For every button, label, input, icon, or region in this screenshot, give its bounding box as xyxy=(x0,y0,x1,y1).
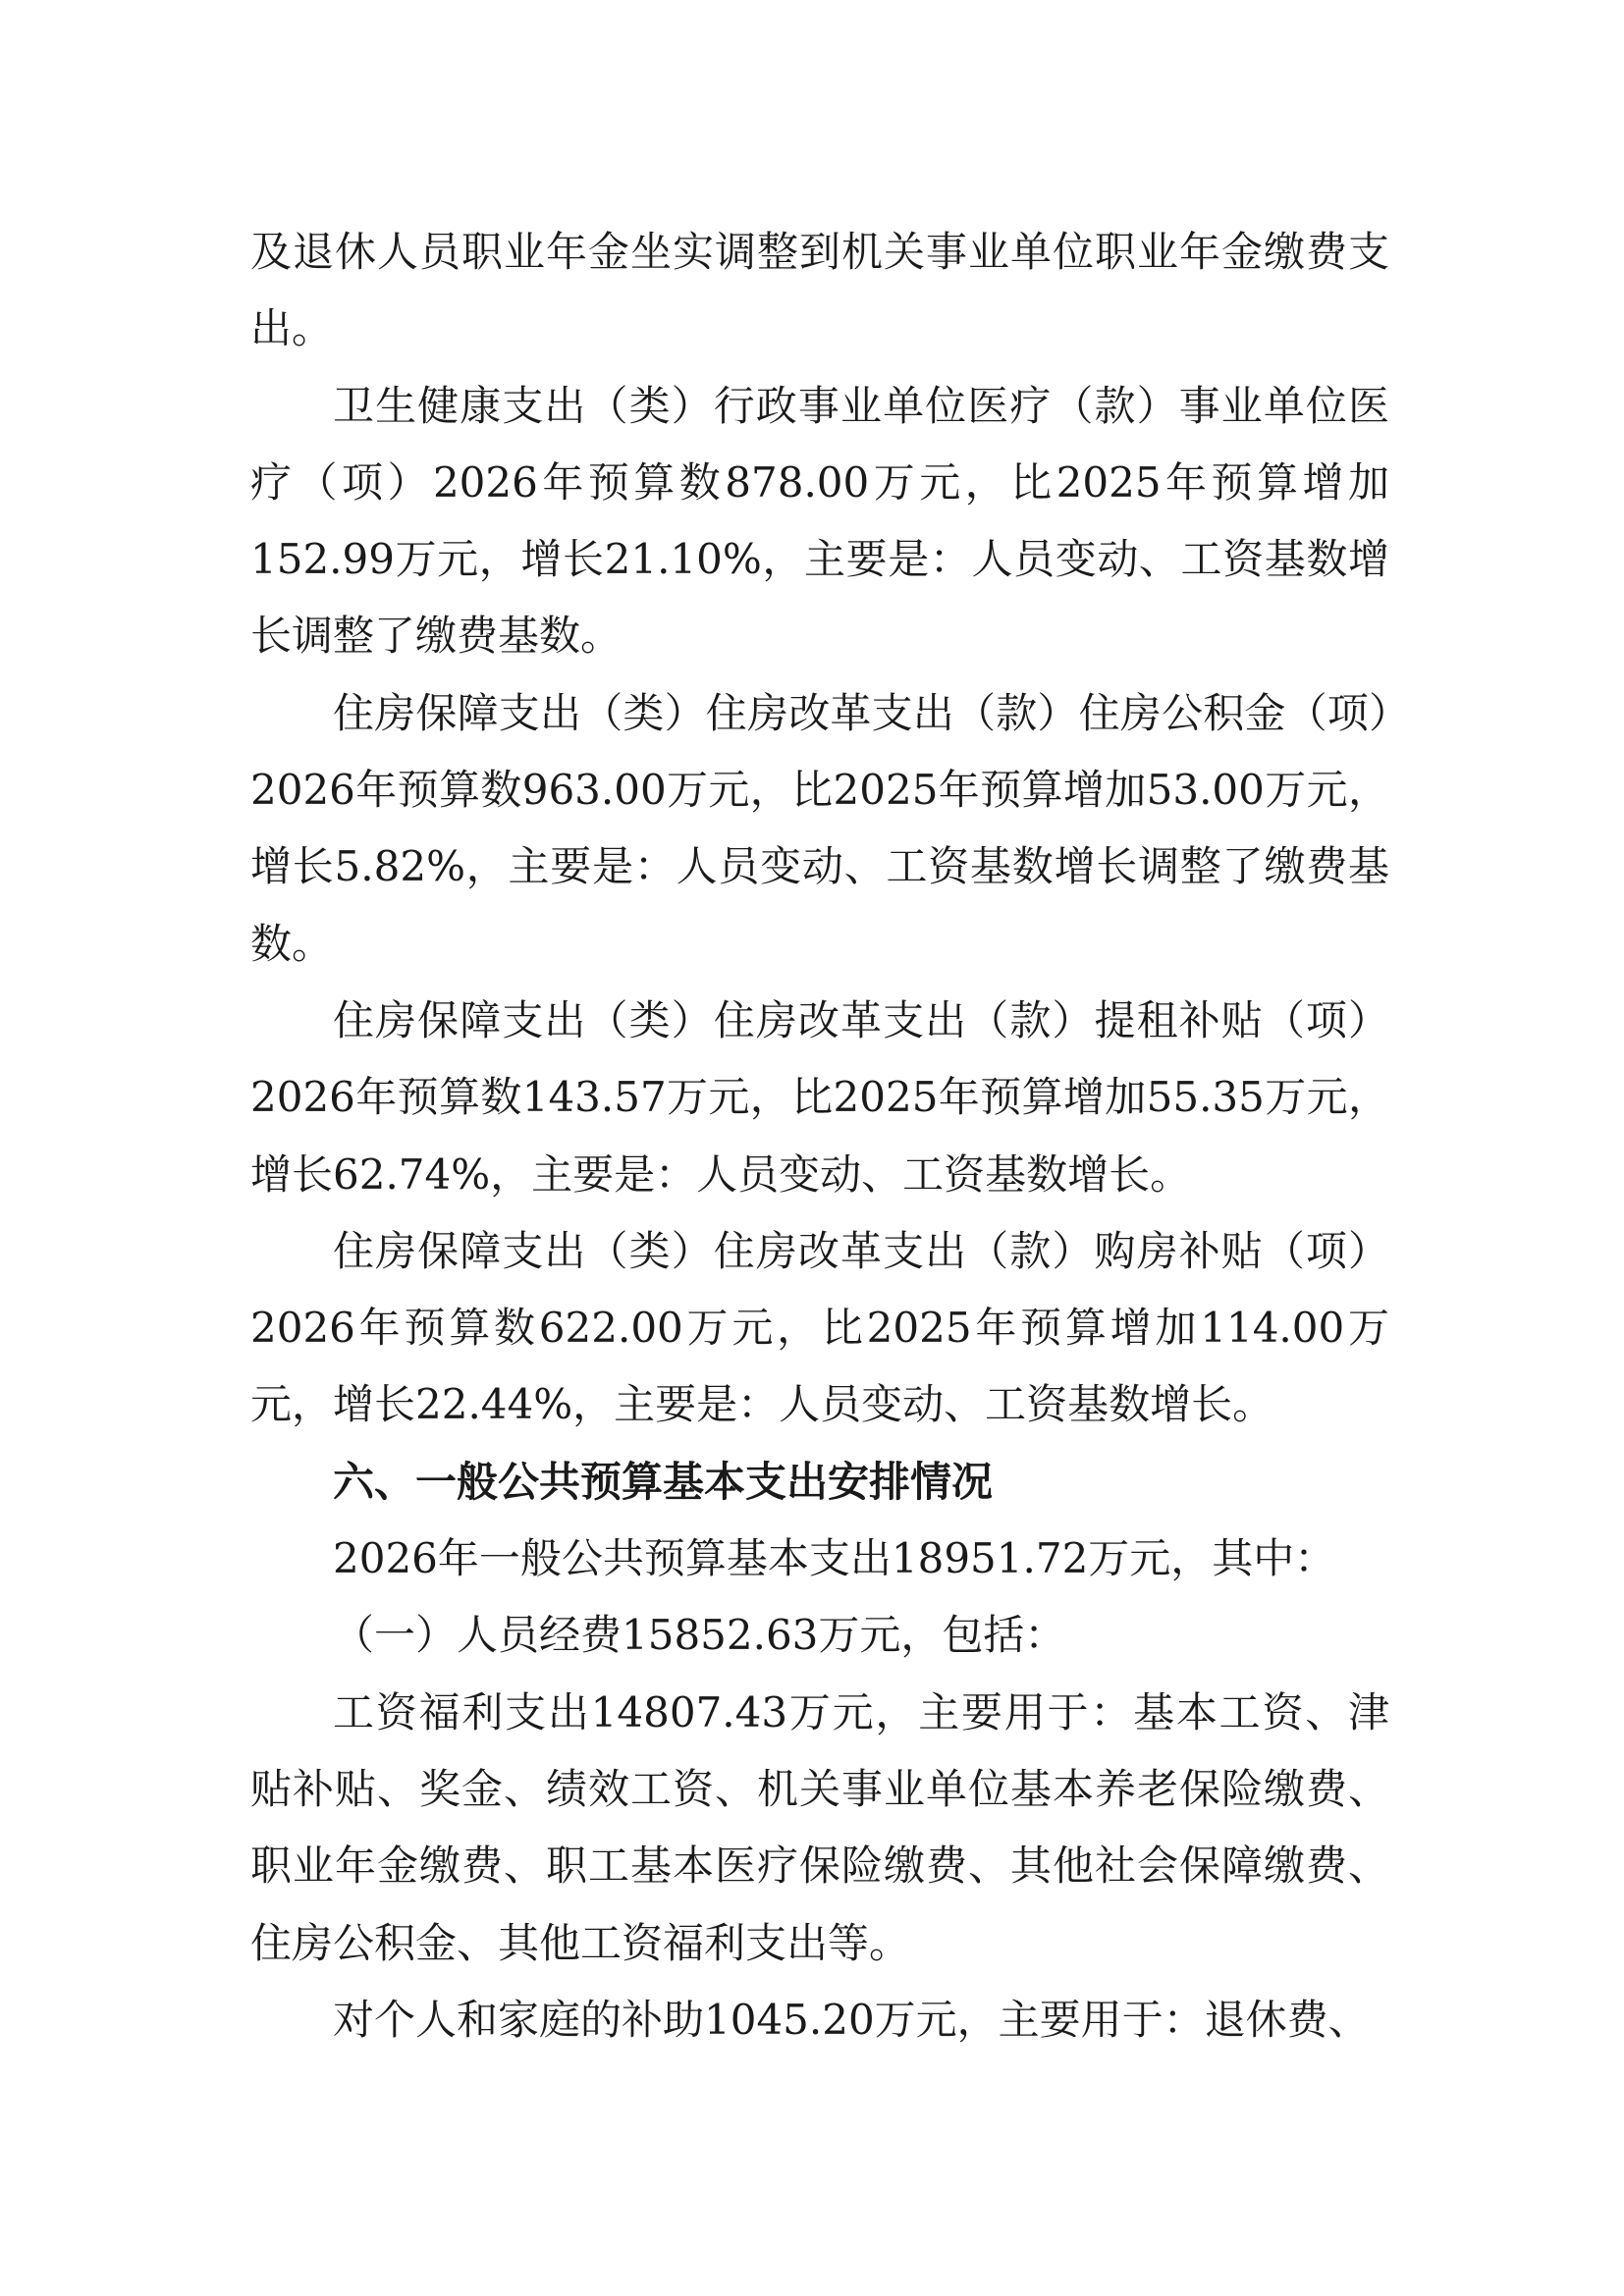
paragraph-personnel-expenses: （一）人员经费15852.63万元，包括： xyxy=(333,1611,1066,1660)
paragraph-continuation: 及退休人员职业年金坐实调整到机关事业单位职业年金缴费支出。 xyxy=(250,228,1389,353)
section-heading: 六、一般公共预算基本支出安排情况 xyxy=(333,1457,994,1506)
document-body xyxy=(250,214,1389,2058)
paragraph-housing-purchase-subsidy: 住房保障支出（类）住房改革支出（款）购房补贴（项）2026年预算数622.00万元，比2025年预算增加114.00万元，增长22.44%，主要是：人员变动、工资基数增长。 xyxy=(250,1226,1389,1429)
paragraph-health-expenditure: 卫生健康支出（类）行政事业单位医疗（款）事业单位医疗（项）2026年预算数878.00万元，比2025年预算增加152.99万元，增长21.10%，主要是：人员变动、工资基数增长调整了缴费基数。 xyxy=(250,381,1389,661)
paragraph-household-subsidy: 对个人和家庭的补助1045.20万元，主要用于：退休费、 xyxy=(333,1995,1370,2044)
paragraph-rent-subsidy: 住房保障支出（类）住房改革支出（款）提租补贴（项）2026年预算数143.57万元，比2025年预算增加55.35万元，增长62.74%，主要是：人员变动、工资基数增长。 xyxy=(250,995,1389,1199)
paragraph-housing-provident-fund: 住房保障支出（类）住房改革支出（款）住房公积金（项）2026年预算数963.00万元，比2025年预算增加53.00万元，增长5.82%，主要是：人员变动、工资基数增长调整了缴费基数。 xyxy=(250,688,1389,968)
paragraph-basic-expenditure-total: 2026年一般公共预算基本支出18951.72万元，其中： xyxy=(333,1534,1336,1583)
paragraph-wages-welfare: 工资福利支出14807.43万元，主要用于：基本工资、津贴补贴、奖金、绩效工资、机关事业单位基本养老保险缴费、职业年金缴费、职工基本医疗保险缴费、其他社会保障缴费、住房公积金、其他工资福利支出等。 xyxy=(250,1687,1389,1967)
